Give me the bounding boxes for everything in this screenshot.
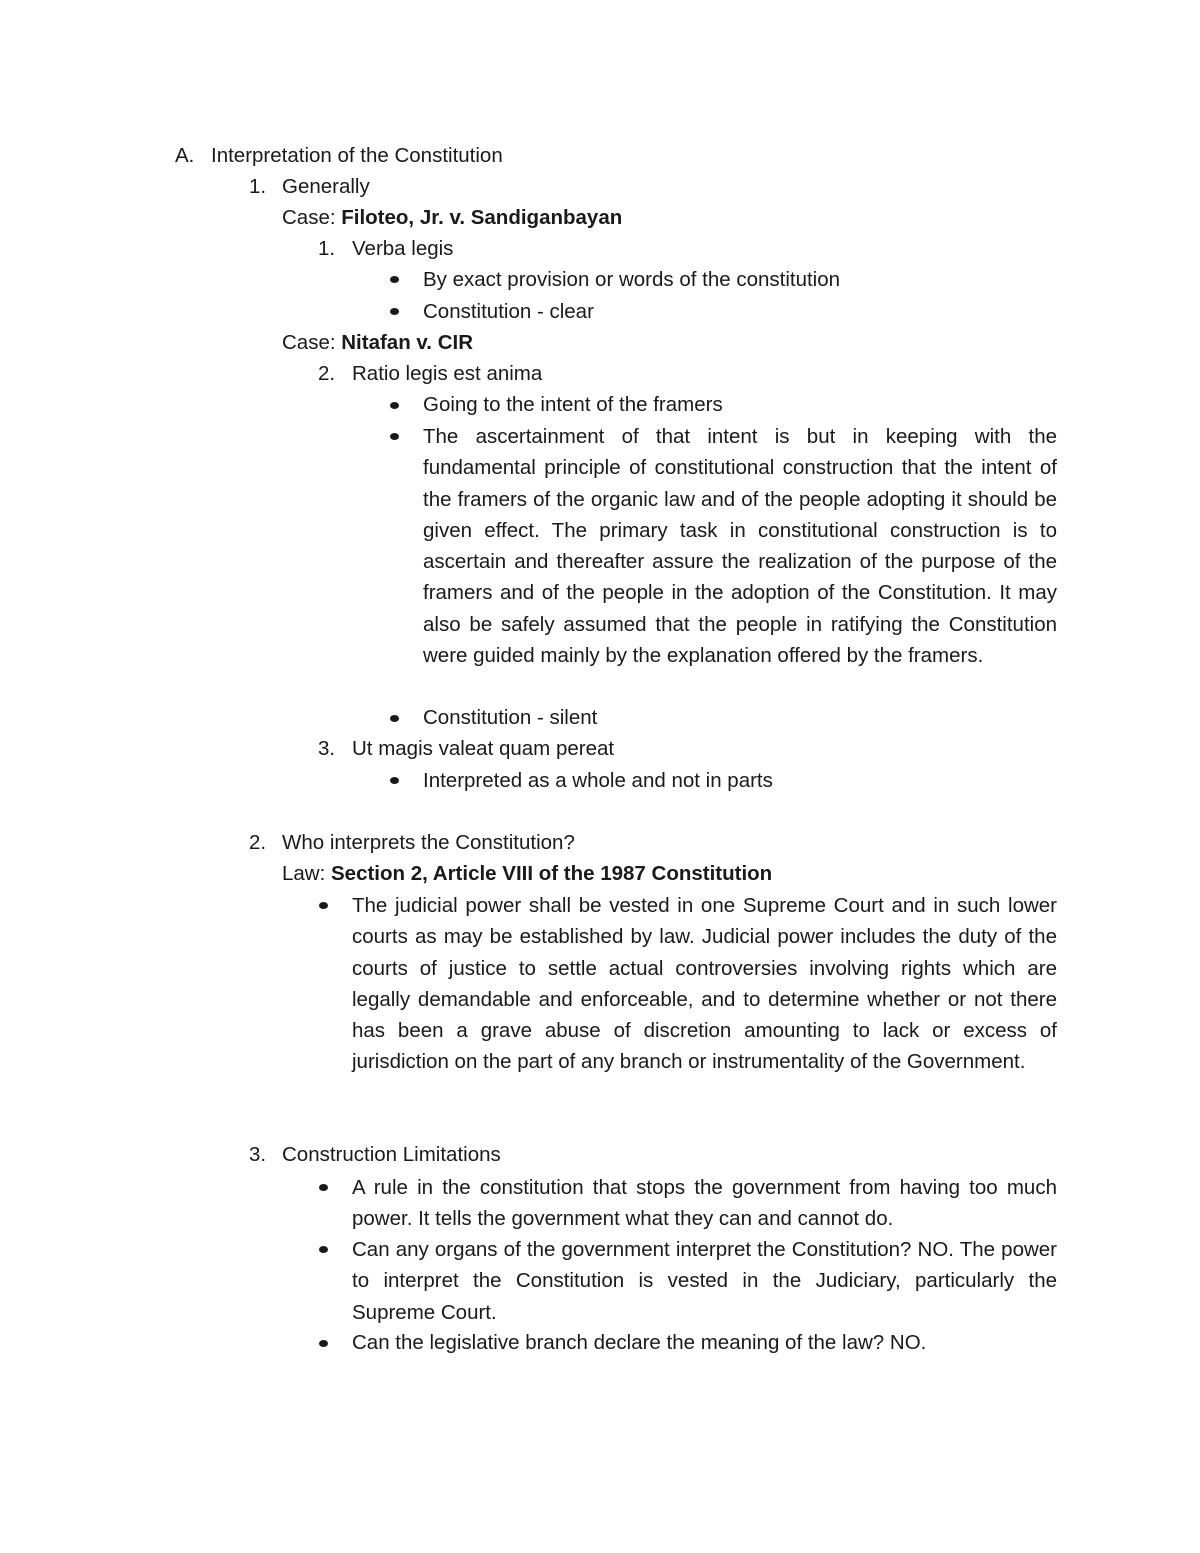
bullet-text: Constitution - silent <box>423 706 598 729</box>
bullet-icon <box>390 402 399 409</box>
law-label <box>282 862 772 886</box>
bullet-icon <box>390 276 399 283</box>
bullet-paragraph: A rule in the constitution that stops the government from having too much power. It tells the government what they can and cannot do. <box>352 1176 1057 1231</box>
case-name: Nitafan v. CIR <box>341 331 473 354</box>
bullet-paragraph: The ascertainment of that intent is but in keeping with the fundamental principle of constitutional construction that the intent of the framers of the organic law and of the people adopting it should be given effect. The primary task in constitutional construction is to ascertain and thereafter assure the realization of the purpose of the framers and of the people in the adoption of the Constitution. It may also be safely assumed that the people in ratifying the Constitution were guided mainly by the explanation offered by the framers. <box>423 425 1057 668</box>
bullet-icon <box>390 715 399 722</box>
case-prefix: Case: <box>282 206 342 229</box>
bullet-icon <box>319 1246 328 1253</box>
sub-item-marker: 1. <box>318 237 336 260</box>
case-prefix: Case: <box>282 331 342 354</box>
sub-item-title: Ut magis valeat quam pereat <box>352 737 615 760</box>
item-title: Generally <box>282 175 370 198</box>
case-name: Filoteo, Jr. v. Sandiganbayan <box>341 206 623 229</box>
section-marker: A. <box>175 144 195 167</box>
law-name: Section 2, Article VIII of the 1987 Constitution <box>331 862 773 885</box>
item-title: Construction Limitations <box>282 1143 501 1166</box>
bullet-paragraph: The judicial power shall be vested in one Supreme Court and in such lower courts as may be established by law. Judicial power includes the duty of the courts of justice to settle actual controversies involving rights which are legally demandable and enforceable, and to determine whether or not there has been a grave abuse of discretion amounting to lack or excess of jurisdiction on the part of any branch or instrumentality of the Government. <box>352 894 1057 1074</box>
bullet-text: Interpreted as a whole and not in parts <box>423 769 773 792</box>
bullet-icon <box>390 308 399 315</box>
case-label <box>282 206 622 230</box>
item-marker: 2. <box>249 831 267 854</box>
law-prefix: Law: <box>282 862 331 885</box>
bullet-text: By exact provision or words of the constitution <box>423 268 841 291</box>
bullet-text: Can the legislative branch declare the meaning of the law? NO. <box>352 1331 927 1354</box>
item-marker: 1. <box>249 175 267 198</box>
item-marker: 3. <box>249 1143 267 1166</box>
bullet-icon <box>390 777 399 784</box>
bullet-icon <box>319 902 328 909</box>
bullet-icon <box>390 433 399 440</box>
bullet-paragraph: Can any organs of the government interpret the Constitution? NO. The power to interpret the Constitution is vested in the Judiciary, particularly the Supreme Court. <box>352 1238 1057 1324</box>
case-label <box>282 331 473 355</box>
sub-item-marker: 2. <box>318 362 336 385</box>
bullet-text: Constitution - clear <box>423 300 594 323</box>
bullet-icon <box>319 1184 328 1191</box>
bullet-icon <box>319 1340 328 1347</box>
item-title: Who interprets the Constitution? <box>282 831 575 854</box>
sub-item-marker: 3. <box>318 737 336 760</box>
bullet-text: Going to the intent of the framers <box>423 393 723 416</box>
section-title: Interpretation of the Constitution <box>211 144 503 167</box>
sub-item-title: Ratio legis est anima <box>352 362 543 385</box>
sub-item-title: Verba legis <box>352 237 454 260</box>
